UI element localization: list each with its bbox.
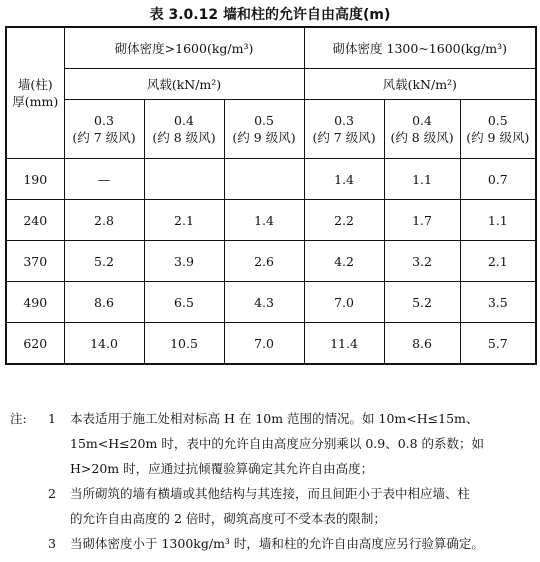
wind-col-header: 0.4 (约 8 级风) <box>144 100 224 159</box>
value-cell: 1.1 <box>384 159 460 200</box>
value-cell: 5.2 <box>384 282 460 323</box>
value-cell: 4.3 <box>224 282 304 323</box>
value-cell <box>224 159 304 200</box>
value-cell: 8.6 <box>64 282 144 323</box>
notes-label: 注: <box>10 411 27 426</box>
note-line: H>20m 时，应通过抗倾覆验算确定其允许自由高度； <box>70 461 374 476</box>
value-cell: — <box>64 159 144 200</box>
wind-col-header: 0.5 (约 9 级风) <box>224 100 304 159</box>
note-item <box>10 406 535 481</box>
value-cell: 3.2 <box>384 241 460 282</box>
note-line: 的允许自由高度的 2 倍时，砌筑高度可不受本表的限制； <box>70 511 386 526</box>
value-cell: 1.4 <box>224 200 304 241</box>
thickness-cell: 620 <box>6 323 64 365</box>
table-title: 表 3.0.12 墙和柱的允许自由高度(m) <box>149 7 391 23</box>
allowable-height-table <box>5 26 537 365</box>
value-cell: 1.1 <box>460 200 536 241</box>
thickness-cell: 240 <box>6 200 64 241</box>
wind-load-header-a: 风载(kN/m²) <box>64 69 304 100</box>
table-row <box>6 323 536 365</box>
thickness-cell: 190 <box>6 159 64 200</box>
value-cell: 2.1 <box>460 241 536 282</box>
value-cell: 2.2 <box>304 200 384 241</box>
note-line: 当所砌筑的墙有横墙或其他结构与其连接，而且间距小于表中相应墙、柱 <box>70 486 471 501</box>
value-cell: 3.5 <box>460 282 536 323</box>
wind-col-header: 0.4 (约 8 级风) <box>384 100 460 159</box>
note-item <box>10 481 535 531</box>
value-cell: 5.2 <box>64 241 144 282</box>
thickness-header-cell <box>6 27 64 159</box>
value-cell: 3.9 <box>144 241 224 282</box>
value-cell: 4.2 <box>304 241 384 282</box>
note-line: 当砌体密度小于 1300kg/m³ 时，墙和柱的允许自由高度应另行验算确定。 <box>70 536 484 551</box>
value-cell: 7.0 <box>304 282 384 323</box>
value-cell: 7.0 <box>224 323 304 365</box>
value-cell: 1.7 <box>384 200 460 241</box>
table-notes <box>10 406 535 556</box>
thickness-header-line-1: 墙(柱) <box>17 77 53 92</box>
wind-col-header: 0.3 (约 7 级风) <box>64 100 144 159</box>
note-item <box>10 531 535 556</box>
note-number: 2 <box>48 486 56 501</box>
wind-col-header: 0.3 (约 7 级风) <box>304 100 384 159</box>
wind-col-header: 0.5 (约 9 级风) <box>460 100 536 159</box>
thickness-cell: 370 <box>6 241 64 282</box>
thickness-cell: 490 <box>6 282 64 323</box>
value-cell: 14.0 <box>64 323 144 365</box>
density-group-a-header: 砌体密度>1600(kg/m³) <box>64 27 304 69</box>
value-cell: 2.6 <box>224 241 304 282</box>
table-row <box>6 159 536 200</box>
value-cell: 0.7 <box>460 159 536 200</box>
density-group-b-header: 砌体密度 1300~1600(kg/m³) <box>304 27 536 69</box>
thickness-header-line-2: 厚(mm) <box>12 94 59 109</box>
value-cell: 8.6 <box>384 323 460 365</box>
table-row <box>6 200 536 241</box>
table-row <box>6 241 536 282</box>
table-row <box>6 282 536 323</box>
value-cell: 11.4 <box>304 323 384 365</box>
value-cell: 1.4 <box>304 159 384 200</box>
header-row-wind <box>6 69 536 100</box>
value-cell <box>144 159 224 200</box>
header-row-groups <box>6 27 536 69</box>
value-cell: 2.1 <box>144 200 224 241</box>
note-number: 1 <box>48 411 56 426</box>
note-line: 15m<H≤20m 时，表中的允许自由高度应分别乘以 0.9、0.8 的系数；如 <box>70 436 485 451</box>
value-cell: 6.5 <box>144 282 224 323</box>
note-number: 3 <box>48 536 56 551</box>
wind-load-header-b: 风载(kN/m²) <box>304 69 536 100</box>
value-cell: 5.7 <box>460 323 536 365</box>
note-line: 本表适用于施工处相对标高 H 在 10m 范围的情况。如 10m<H≤15m、 <box>70 411 479 426</box>
value-cell: 10.5 <box>144 323 224 365</box>
header-row-wind-values <box>6 100 536 159</box>
value-cell: 2.8 <box>64 200 144 241</box>
